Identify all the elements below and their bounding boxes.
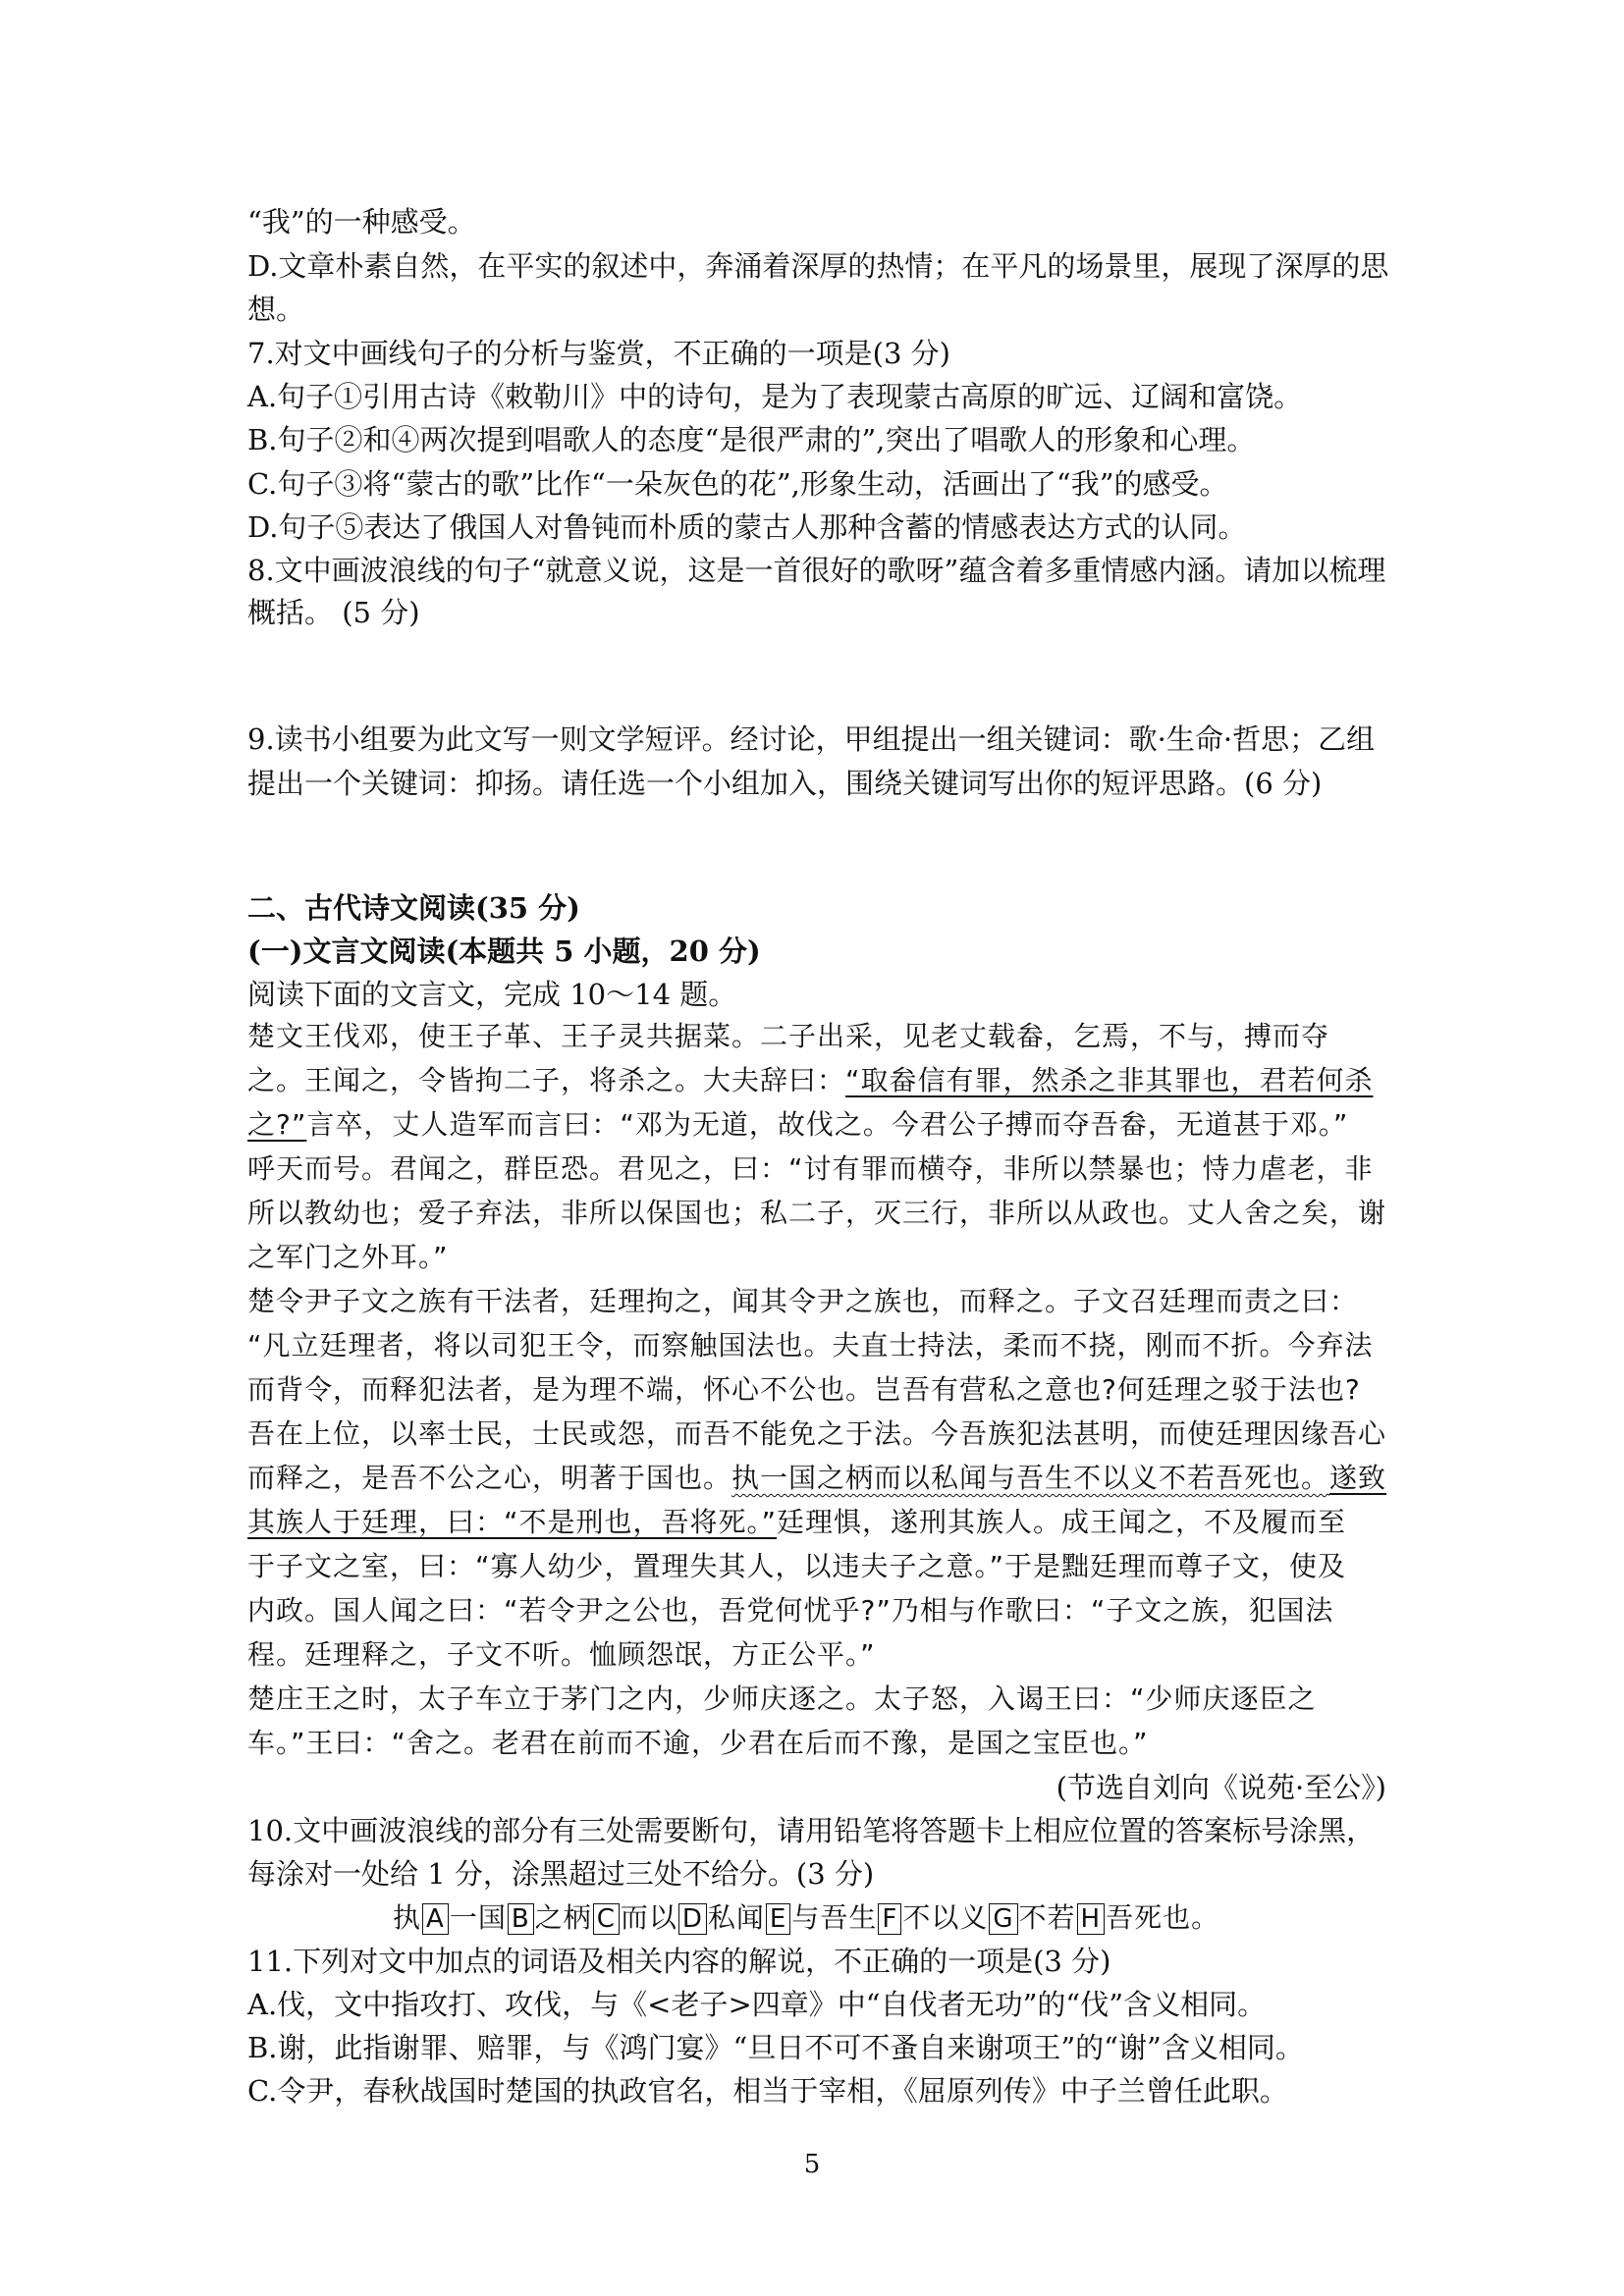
q11-option-a: A.伐，文中指攻打、攻伐，与《<老子>四章》中“自伐者无功”的“伐”含义相同。 [247, 1988, 1267, 2021]
passage-text: 廷理惧，遂刑其族人。成王闻之，不及履而至 [777, 1506, 1347, 1538]
segment: 不以义 [902, 1901, 989, 1934]
q6-option-d: D.文章朴素自然，在平实的叙述中，奔涌着深厚的热情；在平凡的场景里，展现了深厚的思 [247, 249, 1389, 283]
segment: 一国 [449, 1901, 507, 1934]
passage-text: 言卒，丈人造军而言曰：“邓为无道，故伐之。今君公子搏而夺吾畚，无道甚于邓。” [306, 1108, 1349, 1141]
section-heading: 二、古代诗文阅读(35 分) [247, 891, 580, 925]
passage-line: 所以教幼也；爱子弃法，非所以保国也；私二子，灭三行，非所以从政也。丈人舍之矣，谢 [247, 1197, 1387, 1229]
q6-option-d-cont: 想。 [247, 293, 305, 326]
q8-line-2: 概括。 (5 分) [247, 596, 420, 629]
break-option-b[interactable]: B [508, 1903, 534, 1935]
q9-line-2: 提出一个关键词：抑扬。请任选一个小组加入，围绕关键词写出你的短评思路。(6 分) [247, 767, 1323, 800]
passage-source: (节选自刘向《说苑·至公》) [1056, 1771, 1386, 1804]
wavy-underlined-sentence: 执一国之柄而以私闻与吾生不以义不若吾死也。 [731, 1462, 1330, 1494]
passage-line: 楚文王伐邓，使王子革、王子灵共据菜。二子出采，见老丈载畚，乞焉，不与，搏而夺 [247, 1020, 1330, 1052]
passage-line: 楚庄王之时，太子车立于茅门之内，少师庆逐之。太子怒，入谒王曰：“少师庆逐臣之 [247, 1682, 1317, 1715]
q7-option-a: A.句子①引用古诗《敕勒川》中的诗句，是为了表现蒙古高原的旷远、辽阔和富饶。 [247, 380, 1303, 413]
segment: 私闻 [707, 1901, 765, 1934]
underlined-sentence: “取畚信有罪，然杀之非其罪也，君若何杀 [845, 1064, 1374, 1096]
segment: 而以 [620, 1901, 677, 1934]
passage-line: 楚令尹子文之族有干法者，廷理拘之，闻其令尹之族也，而释之。子文召廷理而责之曰： [247, 1285, 1359, 1317]
underlined-sentence-end: 之?” [247, 1108, 307, 1141]
passage-line: 车。”王曰：“舍之。老君在前而不逾，少君在后而不豫，是国之宝臣也。” [247, 1727, 1149, 1759]
q7-option-b: B.句子②和④两次提到唱歌人的态度“是很严肃的”,突出了唱歌人的形象和心理。 [247, 423, 1256, 456]
page-number: 5 [803, 2150, 821, 2179]
q11-option-c: C.令尹，春秋战国时楚国的执政官名，相当于宰相，《屈原列传》中子兰曾任此职。 [247, 2074, 1288, 2108]
underlined-sentence: 遂致 [1329, 1462, 1387, 1494]
underlined-sentence: 其族人于廷理，曰：“不是刑也，吾将死。” [247, 1506, 778, 1538]
q7-option-d: D.句子⑤表达了俄国人对鲁钝而朴质的蒙古人那种含蓄的情感表达方式的认同。 [247, 510, 1247, 544]
passage-line [247, 1459, 1386, 1498]
section-instruction: 阅读下面的文言文，完成 10～14 题。 [247, 978, 737, 1011]
segment: 执 [393, 1901, 422, 1934]
q7-stem: 7.对文中画线句子的分析与鉴赏，不正确的一项是(3 分) [247, 337, 950, 370]
q10-line-2: 每涂对一处给 1 分，涂黑超过三处不给分。(3 分) [247, 1857, 875, 1891]
passage-line: 于子文之室，曰：“寡人幼少，置理失其人，以违夫子之意。”于是黜廷理而尊子文，使及 [247, 1550, 1347, 1582]
segment: 不若 [1018, 1901, 1076, 1934]
section-subheading: (一)文言文阅读(本题共 5 小题，20 分) [247, 934, 761, 968]
passage-line: 而背令，而释犯法者，是为理不端，怀心不公也。岂吾有营私之意也?何廷理之驳于法也? [247, 1373, 1361, 1406]
passage-line: 之军门之外耳。” [247, 1241, 449, 1273]
passage-text: 之。王闻之，令皆拘二子，将杀之。大夫辞曰： [247, 1064, 846, 1096]
segment: 之柄 [534, 1901, 592, 1934]
passage-line: 内政。国人闻之曰：“若令尹之公也，吾党何忧乎?”乃相与作歌曰：“子文之族，犯国法 [247, 1594, 1334, 1627]
q6-line: “我”的一种感受。 [247, 205, 476, 239]
passage-line: 吾在上位，以率士民，士民或怨，而吾不能免之于法。今吾族犯法甚明，而使廷理因缘吾心 [247, 1417, 1387, 1450]
q11-stem: 11.下列对文中加点的词语及相关内容的解说，不正确的一项是(3 分) [247, 1945, 1111, 1978]
passage-text: 而释之，是吾不公之心，明著于国也。 [247, 1462, 732, 1494]
break-option-h[interactable]: H [1077, 1903, 1106, 1935]
q9-line-1: 9.读书小组要为此文写一则文学短评。经讨论，甲组提出一组关键词：歌·生命·哲思；乙组 [247, 722, 1376, 756]
passage-line: “凡立廷理者，将以司犯王令，而察触国法也。夫直士持法，柔而不挠，刚而不折。今弃法 [247, 1329, 1374, 1362]
passage-line [247, 1105, 1386, 1145]
q10-line-1: 10.文中画波浪线的部分有三处需要断句，请用铅笔将答题卡上相应位置的答案标号涂黑， [247, 1814, 1376, 1847]
segment: 吾死也。 [1106, 1901, 1220, 1934]
q8-line-1: 8.文中画波浪线的句子“就意义说，这是一首很好的歌呀”蕴含着多重情感内涵。请加以梳理 [247, 554, 1386, 587]
q11-option-b: B.谢，此指谢罪、赔罪，与《鸿门宴》“旦日不可不蚤自来谢项王”的“谢”含义相同。 [247, 2031, 1304, 2064]
passage-line [247, 1061, 1386, 1100]
passage-line [247, 1503, 1386, 1542]
segment: 与吾生 [791, 1901, 878, 1934]
break-option-e[interactable]: E [766, 1903, 790, 1935]
passage-line: 程。廷理释之，子文不听。恤顾怨氓，方正公平。” [247, 1638, 876, 1671]
q10-segmented-sentence [393, 1898, 1276, 1938]
passage-line: 呼天而号。君闻之，群臣恐。君见之，曰：“讨有罪而横夺，非所以禁暴也；恃力虐老，非 [247, 1152, 1374, 1185]
break-option-g[interactable]: G [989, 1903, 1017, 1935]
q7-option-c: C.句子③将“蒙古的歌”比作“一朵灰色的花”,形象生动，活画出了“我”的感受。 [247, 467, 1228, 501]
break-option-d[interactable]: D [678, 1903, 707, 1935]
break-option-a[interactable]: A [422, 1903, 449, 1935]
break-option-f[interactable]: F [878, 1903, 901, 1935]
break-option-c[interactable]: C [593, 1903, 620, 1935]
